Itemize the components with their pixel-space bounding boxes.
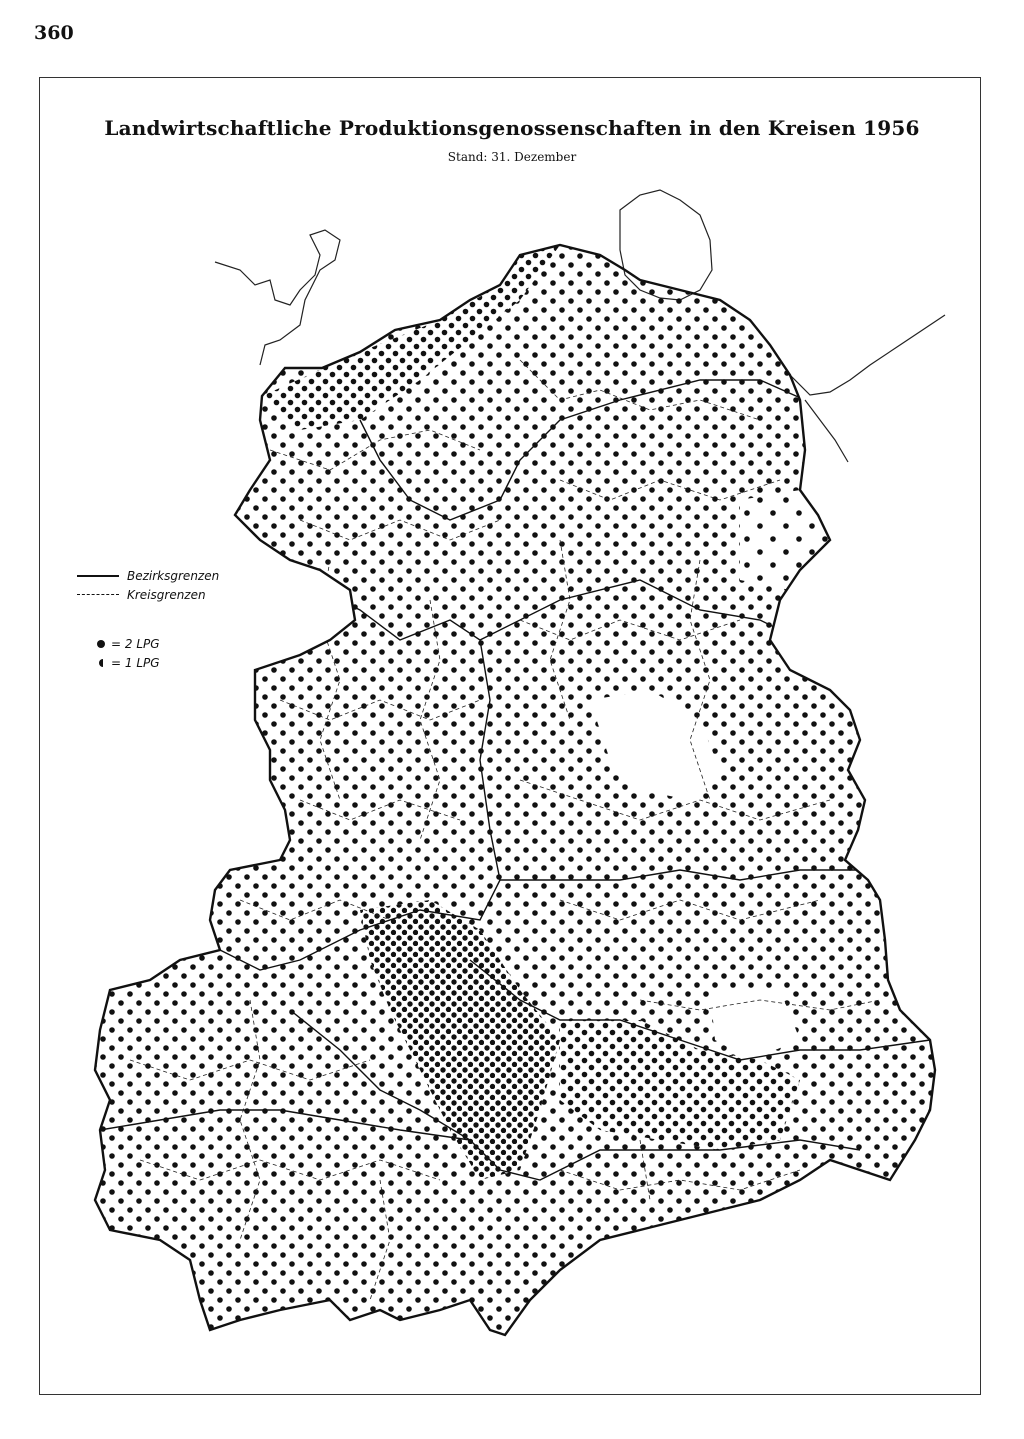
map-title: Landwirtschaftliche Produktionsgenossenschaften in den Kreisen 1956 <box>104 116 920 140</box>
lpg-dot-fill <box>80 180 960 1360</box>
page-number: 360 <box>34 22 74 44</box>
map-subtitle: Stand: 31. Dezember <box>447 150 577 164</box>
legend-bezirk-label: Bezirksgrenzen <box>127 568 220 583</box>
legend-dot-full-label: = 2 LPG <box>111 636 160 651</box>
legend-dot-half-label: = 1 LPG <box>111 655 160 670</box>
legend-kreis-label: Kreisgrenzen <box>127 587 206 602</box>
